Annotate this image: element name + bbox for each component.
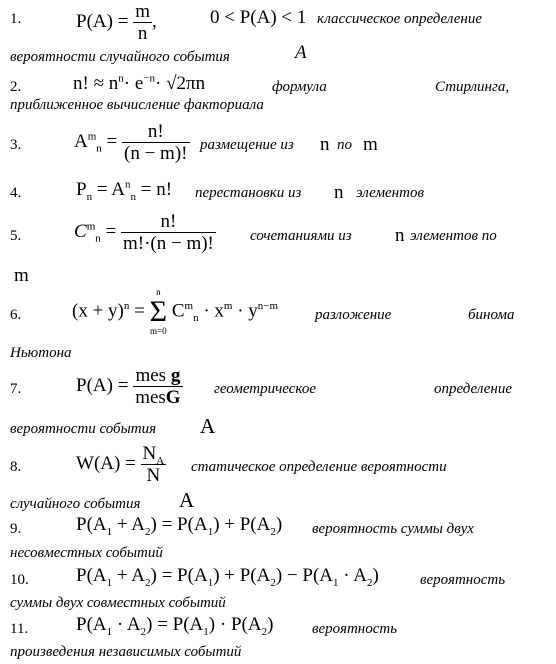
item-text-2a: формула (272, 79, 327, 95)
item-number-4: 4. (10, 185, 22, 201)
formula-statistical: W(A) = $\frac{N_A}{N}$ (76, 443, 165, 486)
item-text-11b: произведения независимых событий (10, 644, 242, 660)
item-text-6a: разложение (315, 307, 392, 323)
item-text-5d: m (14, 265, 29, 286)
formula-inequality: 0 < P(A) < 1 (210, 7, 307, 28)
item-number-1: 1. (10, 11, 22, 27)
item-text-2b: Стирлинга, (435, 79, 510, 95)
item-text-10: вероятность (420, 572, 506, 588)
item-text-6c: Ньютона (10, 345, 72, 361)
formula-binomial: $(x + y)^n$ = n Σ m=0 $C^m_n \cdot x^m \cdot y^{n-m}$ (72, 287, 279, 336)
formula-sum-incompatible: $P(A_1 + A_2) = P(A_1) + P(A_2)$ (76, 514, 283, 538)
item-text-3b: n (320, 134, 330, 155)
item-text-8c: A (179, 488, 195, 512)
item-number-5: 5. (10, 228, 22, 244)
item-number-3: 3. (10, 137, 22, 153)
item-text-5b: n (395, 225, 405, 246)
item-text-5: сочетаниями из (250, 228, 352, 244)
item-number-8: 8. (10, 459, 22, 475)
item-text-11: вероятность (312, 621, 398, 637)
item-number-6: 6. (10, 307, 22, 323)
item-text-5c: элементов по (410, 228, 497, 244)
item-number-10: 10. (10, 572, 29, 588)
item-text-6b: бинома (468, 307, 515, 323)
item-number-11: 11. (10, 621, 29, 637)
item-text-3: размещение из (200, 137, 294, 153)
item-text-4: перестановки из (195, 185, 302, 201)
item-text-3c: по (337, 137, 352, 153)
item-text-9: вероятность суммы двух (312, 521, 474, 537)
formula-geometric: P(A) = $\frac{\text{mes g}}{\text{mesG}}$ (76, 365, 181, 408)
item-text-7d: A (200, 414, 216, 438)
formula-sum-joint: $P(A_1 + A_2) = P(A_1) + P(A_2) - P(A_1 \cdot A_2)$ (76, 565, 379, 589)
item-text-1: классическое определение (317, 11, 482, 27)
item-text-1b: вероятности случайного события (10, 49, 230, 65)
formula-stirling: n! ≈ $n^n\cdot e^{-n}\cdot √2\pi n$ (73, 72, 206, 94)
formula-permutation: $P_n = A^n_n = n$! (76, 178, 173, 203)
item-text-7c: вероятности события (10, 421, 157, 437)
formula-classical: P(A) = $\frac{m}{n}$ , (76, 1, 157, 44)
item-number-2: 2. (10, 79, 22, 95)
item-number-9: 9. (10, 521, 22, 537)
item-text-7b: определение (434, 381, 513, 397)
item-text-4c: элементов (356, 185, 424, 201)
item-text-2c: приближенное вычисление факториала (10, 97, 264, 113)
item-text-8: статическое определение вероятности (191, 459, 447, 475)
item-text-3d: m (363, 134, 378, 155)
item-text-1c: A (295, 42, 307, 63)
item-text-8b: случайного события (10, 496, 141, 512)
item-text-10b: суммы двух совместных событий (10, 595, 226, 611)
formula-arrangement: $A^m_n$ = $\frac{n!}{(n - m)!}$ (74, 121, 188, 164)
formula-combination: $C^m_n$ = $\frac{n!}{m!\cdot(n - m)!}$ (74, 211, 214, 254)
formula-product: $P(A_1 \cdot A_2) = P(A_1) \cdot P(A_2)$ (76, 614, 274, 638)
item-text-7a: геометрическое (214, 381, 316, 397)
item-number-7: 7. (10, 381, 22, 397)
item-text-4b: n (334, 182, 344, 203)
item-text-9b: несовместных событий (10, 545, 163, 561)
